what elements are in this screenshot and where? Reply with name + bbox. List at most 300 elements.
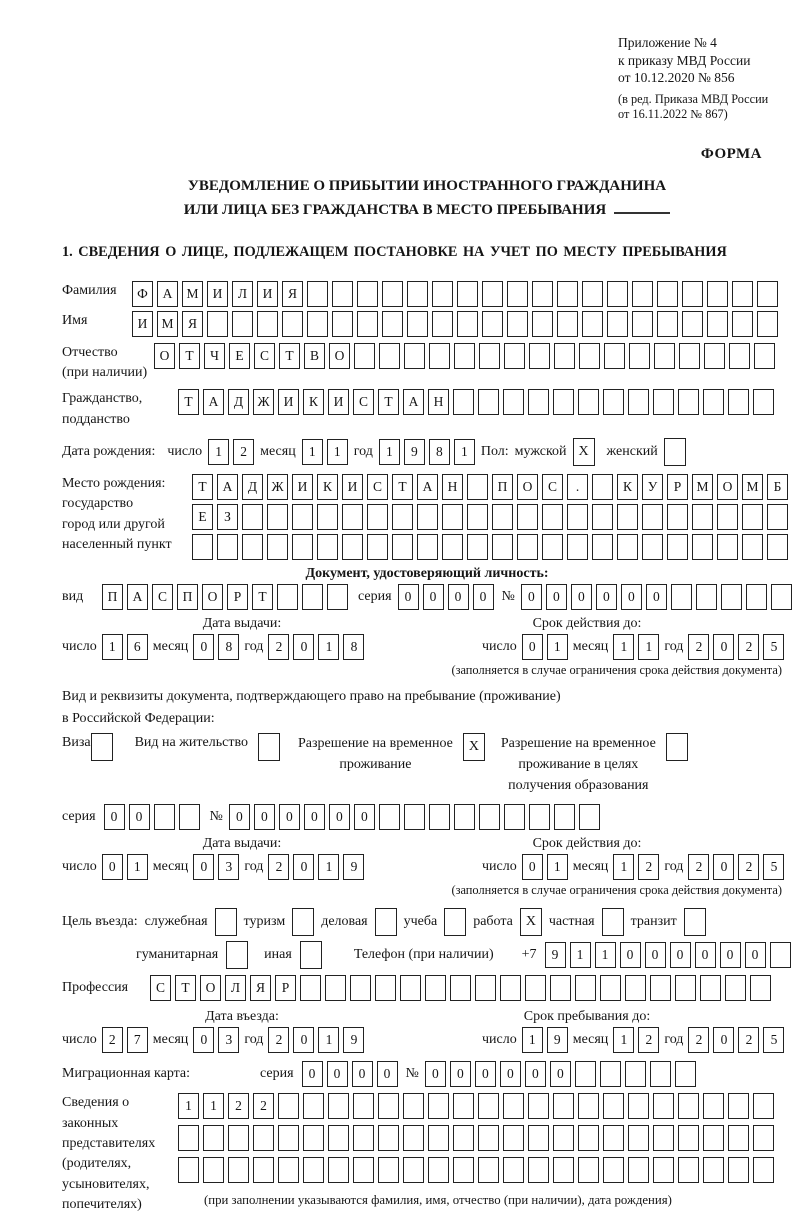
char-cell[interactable]: Т [392,474,413,500]
char-cell[interactable] [467,504,488,530]
char-cell[interactable]: 1 [547,854,568,880]
char-cell[interactable]: 9 [343,1027,364,1053]
char-cell[interactable] [328,1125,349,1151]
char-cell[interactable] [678,1157,699,1183]
char-cell[interactable]: 0 [304,804,325,830]
char-cell[interactable] [753,1157,774,1183]
char-cell[interactable] [478,1125,499,1151]
char-cell[interactable] [328,1157,349,1183]
char-cell[interactable]: 0 [425,1061,446,1087]
char-cell[interactable] [678,389,699,415]
char-cell[interactable] [675,1061,696,1087]
char-cell[interactable] [625,975,646,1001]
char-cell[interactable] [325,975,346,1001]
char-cell[interactable]: Ж [267,474,288,500]
char-cell[interactable]: Р [275,975,296,1001]
char-cell[interactable] [232,311,253,337]
char-cell[interactable]: 1 [454,439,475,465]
char-cell[interactable] [300,975,321,1001]
char-cell[interactable] [257,311,278,337]
char-cell[interactable] [278,1157,299,1183]
char-cell[interactable]: 1 [318,1027,339,1053]
char-cell[interactable] [753,1125,774,1151]
char-cell[interactable]: 1 [327,439,348,465]
char-cell[interactable] [753,1093,774,1119]
char-cell[interactable] [678,1093,699,1119]
char-cell[interactable] [750,975,771,1001]
char-cell[interactable] [503,1157,524,1183]
char-cell[interactable] [367,534,388,560]
char-cell[interactable] [350,975,371,1001]
char-cell[interactable]: 5 [763,634,784,660]
char-cell[interactable]: Я [282,281,303,307]
char-cell[interactable] [757,311,778,337]
char-cell[interactable]: К [317,474,338,500]
char-cell[interactable]: 0 [473,584,494,610]
char-cell[interactable]: 0 [621,584,642,610]
char-cell[interactable] [657,311,678,337]
char-cell[interactable] [770,942,791,968]
char-cell[interactable] [650,975,671,1001]
char-cell[interactable]: Е [192,504,213,530]
char-cell[interactable]: Я [182,311,203,337]
char-cell[interactable] [692,504,713,530]
char-cell[interactable] [307,311,328,337]
char-cell[interactable]: Я [250,975,271,1001]
char-cell[interactable]: 0 [500,1061,521,1087]
char-cell[interactable] [628,1093,649,1119]
char-cell[interactable]: 0 [596,584,617,610]
char-cell[interactable] [728,1093,749,1119]
char-cell[interactable] [700,975,721,1001]
char-cell[interactable] [582,281,603,307]
purpose-humanitarian-checkbox[interactable] [226,941,248,969]
char-cell[interactable]: Т [179,343,200,369]
char-cell[interactable]: 9 [547,1027,568,1053]
char-cell[interactable]: 0 [193,1027,214,1053]
char-cell[interactable] [557,281,578,307]
char-cell[interactable]: Д [228,389,249,415]
char-cell[interactable] [467,474,488,500]
char-cell[interactable]: У [642,474,663,500]
purpose-work-checkbox[interactable]: X [520,908,542,936]
purpose-tourism-checkbox[interactable] [292,908,314,936]
char-cell[interactable] [454,804,475,830]
char-cell[interactable] [628,389,649,415]
char-cell[interactable] [428,1125,449,1151]
char-cell[interactable] [567,504,588,530]
char-cell[interactable] [375,975,396,1001]
char-cell[interactable] [707,281,728,307]
char-cell[interactable]: 2 [638,854,659,880]
char-cell[interactable] [557,311,578,337]
char-cell[interactable] [504,343,525,369]
sex-female-checkbox[interactable] [664,438,686,466]
char-cell[interactable]: И [207,281,228,307]
char-cell[interactable] [302,584,323,610]
char-cell[interactable]: 0 [302,1061,323,1087]
char-cell[interactable] [303,1125,324,1151]
char-cell[interactable] [607,281,628,307]
char-cell[interactable]: 0 [293,854,314,880]
char-cell[interactable] [517,534,538,560]
char-cell[interactable] [529,804,550,830]
char-cell[interactable] [353,1157,374,1183]
char-cell[interactable]: 0 [327,1061,348,1087]
char-cell[interactable] [407,311,428,337]
char-cell[interactable] [653,1093,674,1119]
char-cell[interactable] [753,389,774,415]
purpose-business-checkbox[interactable] [215,908,237,936]
char-cell[interactable] [478,389,499,415]
char-cell[interactable] [307,281,328,307]
char-cell[interactable]: Ч [204,343,225,369]
char-cell[interactable]: А [127,584,148,610]
char-cell[interactable] [721,584,742,610]
char-cell[interactable]: 1 [178,1093,199,1119]
char-cell[interactable]: 0 [229,804,250,830]
residence-permit-checkbox[interactable] [258,733,280,761]
char-cell[interactable] [579,343,600,369]
char-cell[interactable]: 0 [254,804,275,830]
char-cell[interactable] [507,311,528,337]
char-cell[interactable] [553,389,574,415]
char-cell[interactable] [428,1093,449,1119]
char-cell[interactable] [742,534,763,560]
char-cell[interactable]: 0 [398,584,419,610]
char-cell[interactable]: 2 [738,854,759,880]
char-cell[interactable] [525,975,546,1001]
char-cell[interactable] [667,534,688,560]
char-cell[interactable] [653,389,674,415]
char-cell[interactable]: 1 [522,1027,543,1053]
char-cell[interactable] [478,1093,499,1119]
char-cell[interactable] [746,584,767,610]
char-cell[interactable] [717,534,738,560]
char-cell[interactable]: И [342,474,363,500]
char-cell[interactable]: 0 [293,1027,314,1053]
char-cell[interactable]: М [692,474,713,500]
char-cell[interactable]: 3 [218,854,239,880]
char-cell[interactable] [353,1125,374,1151]
char-cell[interactable] [567,534,588,560]
char-cell[interactable] [632,281,653,307]
char-cell[interactable] [767,504,788,530]
char-cell[interactable]: А [203,389,224,415]
char-cell[interactable]: 1 [570,942,591,968]
char-cell[interactable] [554,804,575,830]
char-cell[interactable]: 0 [620,942,641,968]
char-cell[interactable] [707,311,728,337]
char-cell[interactable] [554,343,575,369]
char-cell[interactable]: Ж [253,389,274,415]
char-cell[interactable]: 8 [343,634,364,660]
char-cell[interactable] [303,1157,324,1183]
char-cell[interactable]: 8 [218,634,239,660]
char-cell[interactable]: Т [252,584,273,610]
char-cell[interactable] [507,281,528,307]
char-cell[interactable]: 0 [645,942,666,968]
char-cell[interactable] [500,975,521,1001]
char-cell[interactable] [378,1125,399,1151]
char-cell[interactable] [242,534,263,560]
char-cell[interactable]: 2 [688,854,709,880]
char-cell[interactable]: А [157,281,178,307]
purpose-other-checkbox[interactable] [300,941,322,969]
char-cell[interactable] [378,1157,399,1183]
char-cell[interactable]: 1 [379,439,400,465]
char-cell[interactable] [342,534,363,560]
char-cell[interactable]: 1 [547,634,568,660]
char-cell[interactable] [503,1093,524,1119]
char-cell[interactable] [725,975,746,1001]
char-cell[interactable] [532,311,553,337]
char-cell[interactable] [717,504,738,530]
char-cell[interactable]: А [403,389,424,415]
char-cell[interactable] [328,1093,349,1119]
char-cell[interactable]: О [329,343,350,369]
char-cell[interactable]: 0 [713,634,734,660]
char-cell[interactable] [732,281,753,307]
char-cell[interactable]: 9 [343,854,364,880]
char-cell[interactable]: 1 [208,439,229,465]
char-cell[interactable]: С [150,975,171,1001]
char-cell[interactable] [617,534,638,560]
char-cell[interactable]: 3 [218,1027,239,1053]
char-cell[interactable] [332,281,353,307]
char-cell[interactable]: С [254,343,275,369]
char-cell[interactable]: О [517,474,538,500]
char-cell[interactable] [253,1125,274,1151]
char-cell[interactable] [532,281,553,307]
char-cell[interactable]: 0 [193,634,214,660]
char-cell[interactable] [432,281,453,307]
char-cell[interactable] [282,311,303,337]
char-cell[interactable] [654,343,675,369]
char-cell[interactable]: П [102,584,123,610]
char-cell[interactable] [492,534,513,560]
char-cell[interactable]: 0 [525,1061,546,1087]
char-cell[interactable]: С [152,584,173,610]
char-cell[interactable] [703,1093,724,1119]
char-cell[interactable]: Т [175,975,196,1001]
char-cell[interactable]: 2 [688,1027,709,1053]
char-cell[interactable] [703,389,724,415]
char-cell[interactable]: 0 [720,942,741,968]
char-cell[interactable] [404,804,425,830]
char-cell[interactable] [267,534,288,560]
purpose-commercial-checkbox[interactable] [375,908,397,936]
char-cell[interactable] [553,1093,574,1119]
char-cell[interactable]: 0 [423,584,444,610]
char-cell[interactable]: Т [178,389,199,415]
char-cell[interactable] [578,1157,599,1183]
char-cell[interactable] [357,281,378,307]
char-cell[interactable] [417,504,438,530]
char-cell[interactable]: А [217,474,238,500]
char-cell[interactable] [503,389,524,415]
char-cell[interactable]: 0 [450,1061,471,1087]
char-cell[interactable]: 1 [102,634,123,660]
char-cell[interactable] [278,1125,299,1151]
char-cell[interactable]: К [617,474,638,500]
char-cell[interactable] [178,1125,199,1151]
char-cell[interactable]: 5 [763,854,784,880]
char-cell[interactable]: К [303,389,324,415]
char-cell[interactable] [342,504,363,530]
char-cell[interactable] [267,504,288,530]
char-cell[interactable]: Т [279,343,300,369]
char-cell[interactable] [671,584,692,610]
char-cell[interactable]: 1 [613,854,634,880]
temp-permit-checkbox[interactable]: X [463,733,485,761]
char-cell[interactable]: Н [428,389,449,415]
char-cell[interactable]: С [353,389,374,415]
char-cell[interactable]: 0 [448,584,469,610]
char-cell[interactable]: 1 [127,854,148,880]
char-cell[interactable]: Р [227,584,248,610]
char-cell[interactable] [403,1157,424,1183]
char-cell[interactable]: М [157,311,178,337]
char-cell[interactable]: 2 [688,634,709,660]
char-cell[interactable] [550,975,571,1001]
char-cell[interactable] [728,1125,749,1151]
char-cell[interactable] [403,1125,424,1151]
sex-male-checkbox[interactable]: X [573,438,595,466]
char-cell[interactable]: 0 [521,584,542,610]
char-cell[interactable] [453,1125,474,1151]
char-cell[interactable]: О [202,584,223,610]
char-cell[interactable] [442,504,463,530]
char-cell[interactable] [742,504,763,530]
char-cell[interactable] [553,1125,574,1151]
edu-permit-checkbox[interactable] [666,733,688,761]
char-cell[interactable] [203,1125,224,1151]
char-cell[interactable] [503,1125,524,1151]
char-cell[interactable]: 1 [203,1093,224,1119]
char-cell[interactable] [628,1125,649,1151]
char-cell[interactable] [378,1093,399,1119]
char-cell[interactable] [482,311,503,337]
char-cell[interactable]: И [132,311,153,337]
char-cell[interactable]: 0 [522,634,543,660]
char-cell[interactable]: М [742,474,763,500]
char-cell[interactable] [592,504,613,530]
char-cell[interactable] [578,389,599,415]
char-cell[interactable]: Д [242,474,263,500]
char-cell[interactable] [228,1157,249,1183]
char-cell[interactable]: 0 [104,804,125,830]
char-cell[interactable] [478,1157,499,1183]
char-cell[interactable] [432,311,453,337]
char-cell[interactable]: Е [229,343,250,369]
char-cell[interactable] [292,534,313,560]
char-cell[interactable]: 0 [571,584,592,610]
char-cell[interactable]: 2 [228,1093,249,1119]
char-cell[interactable]: И [328,389,349,415]
char-cell[interactable]: 0 [475,1061,496,1087]
char-cell[interactable] [179,804,200,830]
char-cell[interactable]: 0 [646,584,667,610]
char-cell[interactable] [732,311,753,337]
char-cell[interactable] [729,343,750,369]
char-cell[interactable] [292,504,313,530]
char-cell[interactable] [575,1061,596,1087]
char-cell[interactable] [607,311,628,337]
char-cell[interactable]: 0 [550,1061,571,1087]
char-cell[interactable] [453,1093,474,1119]
char-cell[interactable]: И [257,281,278,307]
char-cell[interactable] [453,1157,474,1183]
purpose-study-checkbox[interactable] [444,908,466,936]
char-cell[interactable]: 0 [377,1061,398,1087]
char-cell[interactable] [578,1125,599,1151]
char-cell[interactable] [767,534,788,560]
char-cell[interactable]: 1 [613,1027,634,1053]
char-cell[interactable]: Т [378,389,399,415]
char-cell[interactable] [228,1125,249,1151]
char-cell[interactable]: 1 [613,634,634,660]
char-cell[interactable]: 0 [695,942,716,968]
char-cell[interactable] [600,975,621,1001]
char-cell[interactable]: 0 [713,854,734,880]
char-cell[interactable]: 2 [738,634,759,660]
char-cell[interactable] [392,504,413,530]
char-cell[interactable]: П [492,474,513,500]
char-cell[interactable] [404,343,425,369]
char-cell[interactable] [678,1125,699,1151]
char-cell[interactable] [479,343,500,369]
char-cell[interactable]: 1 [318,634,339,660]
char-cell[interactable]: 2 [253,1093,274,1119]
char-cell[interactable]: 1 [638,634,659,660]
char-cell[interactable]: С [542,474,563,500]
char-cell[interactable] [475,975,496,1001]
char-cell[interactable]: . [567,474,588,500]
char-cell[interactable]: 2 [102,1027,123,1053]
char-cell[interactable]: 2 [268,1027,289,1053]
char-cell[interactable] [428,1157,449,1183]
char-cell[interactable]: И [292,474,313,500]
char-cell[interactable] [453,389,474,415]
char-cell[interactable]: 2 [268,634,289,660]
char-cell[interactable] [542,534,563,560]
char-cell[interactable]: 1 [318,854,339,880]
char-cell[interactable] [703,1157,724,1183]
char-cell[interactable]: 8 [429,439,450,465]
char-cell[interactable] [653,1125,674,1151]
char-cell[interactable] [517,504,538,530]
char-cell[interactable] [682,281,703,307]
char-cell[interactable]: 0 [352,1061,373,1087]
char-cell[interactable] [653,1157,674,1183]
char-cell[interactable]: М [182,281,203,307]
char-cell[interactable]: Р [667,474,688,500]
char-cell[interactable] [192,534,213,560]
char-cell[interactable] [400,975,421,1001]
char-cell[interactable] [592,474,613,500]
char-cell[interactable]: О [717,474,738,500]
char-cell[interactable]: 9 [545,942,566,968]
char-cell[interactable] [679,343,700,369]
char-cell[interactable] [553,1157,574,1183]
purpose-private-checkbox[interactable] [602,908,624,936]
char-cell[interactable] [354,343,375,369]
visa-checkbox[interactable] [91,733,113,761]
char-cell[interactable] [728,1157,749,1183]
char-cell[interactable] [403,1093,424,1119]
char-cell[interactable]: В [304,343,325,369]
